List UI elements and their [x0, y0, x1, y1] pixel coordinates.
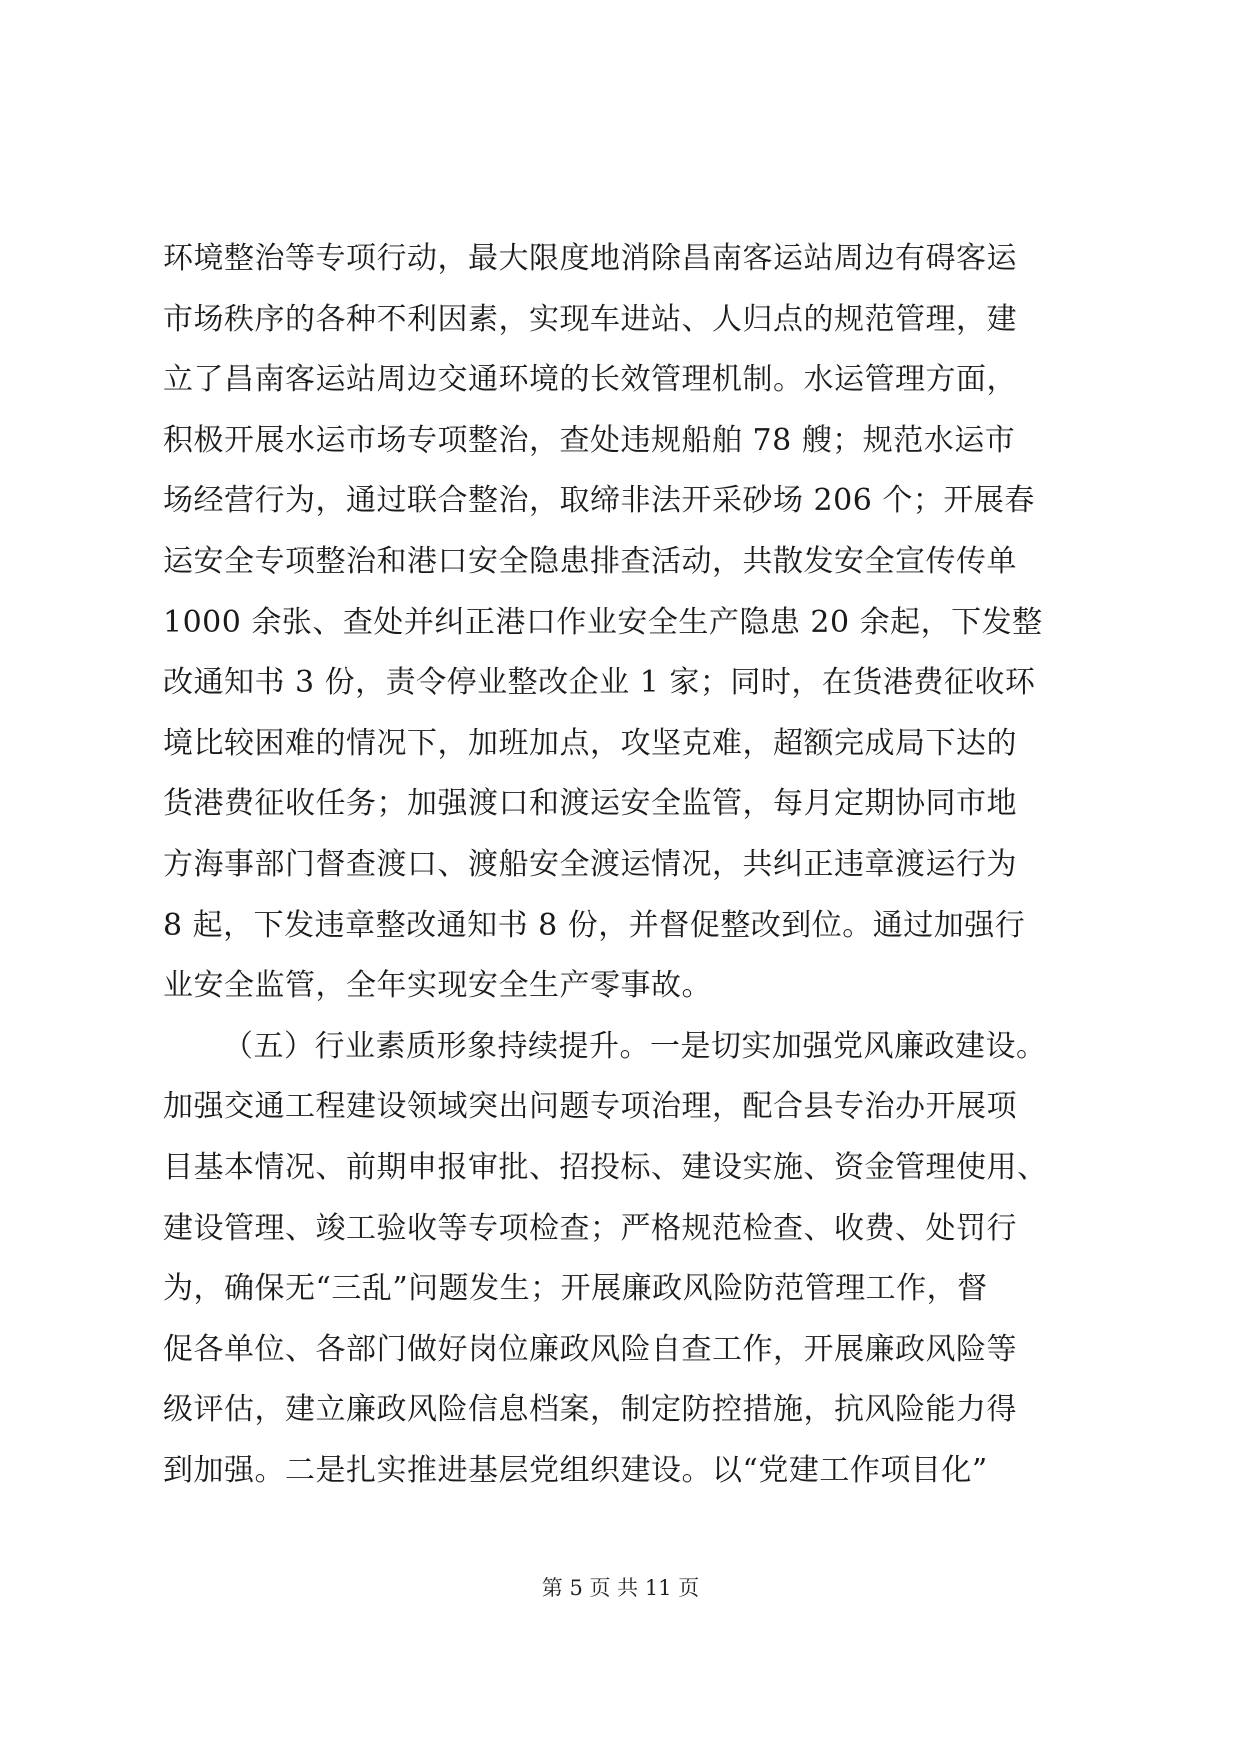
text-line: 到加强。二是扎实推进基层党组织建设。以“党建工作项目化”: [163, 1452, 988, 1488]
text-line: 加强交通工程建设领域突出问题专项治理，配合县专治办开展项: [163, 1089, 1017, 1125]
text-line: 场经营行为，通过联合整治，取缔非法开采砂场 206 个；开展春: [163, 483, 1035, 519]
text-line: 1000 余张、查处并纠正港口作业安全生产隐患 20 余起，下发整: [163, 604, 1043, 640]
text-line: 货港费征收任务；加强渡口和渡运安全监管，每月定期协同市地: [163, 786, 1017, 822]
text-line: （五）行业素质形象持续提升。一是切实加强党风廉政建设。: [223, 1028, 1047, 1064]
page-number-footer: 第 5 页 共 11 页: [541, 1576, 700, 1600]
text-line: 市场秩序的各种不利因素，实现车进站、人归点的规范管理，建: [163, 301, 1017, 337]
text-line: 立了昌南客运站周边交通环境的长效管理机制。水运管理方面，: [163, 362, 1017, 398]
text-line: 为，确保无“三乱”问题发生；开展廉政风险防范管理工作，督: [163, 1271, 988, 1307]
text-line: 改通知书 3 份，责令停业整改企业 1 家；同时，在货港费征收环: [163, 665, 1036, 701]
text-line: 促各单位、各部门做好岗位廉政风险自查工作，开展廉政风险等: [163, 1331, 1017, 1367]
text-line: 方海事部门督查渡口、渡船安全渡运情况，共纠正违章渡运行为: [163, 846, 1017, 882]
text-line: 运安全专项整治和港口安全隐患排查活动，共散发安全宣传传单: [163, 543, 1017, 579]
text-line: 业安全监管，全年实现安全生产零事故。: [163, 968, 712, 1004]
text-line: 目基本情况、前期申报审批、招投标、建设实施、资金管理使用、: [163, 1149, 1048, 1185]
text-line: 境比较困难的情况下，加班加点，攻坚克难，超额完成局下达的: [163, 725, 1017, 761]
text-line: 8 起，下发违章整改通知书 8 份，并督促整改到位。通过加强行: [163, 907, 1026, 943]
text-line: 建设管理、竣工验收等专项检查；严格规范检查、收费、处罚行: [163, 1210, 1017, 1246]
text-line: 级评估，建立廉政风险信息档案，制定防控措施，抗风险能力得: [163, 1392, 1017, 1428]
text-line: 环境整治等专项行动，最大限度地消除昌南客运站周边有碍客运: [163, 241, 1017, 276]
body-text: [163, 229, 1093, 1501]
text-line: 积极开展水运市场专项整治，查处违规船舶 78 艘；规范水运市: [163, 422, 1016, 458]
